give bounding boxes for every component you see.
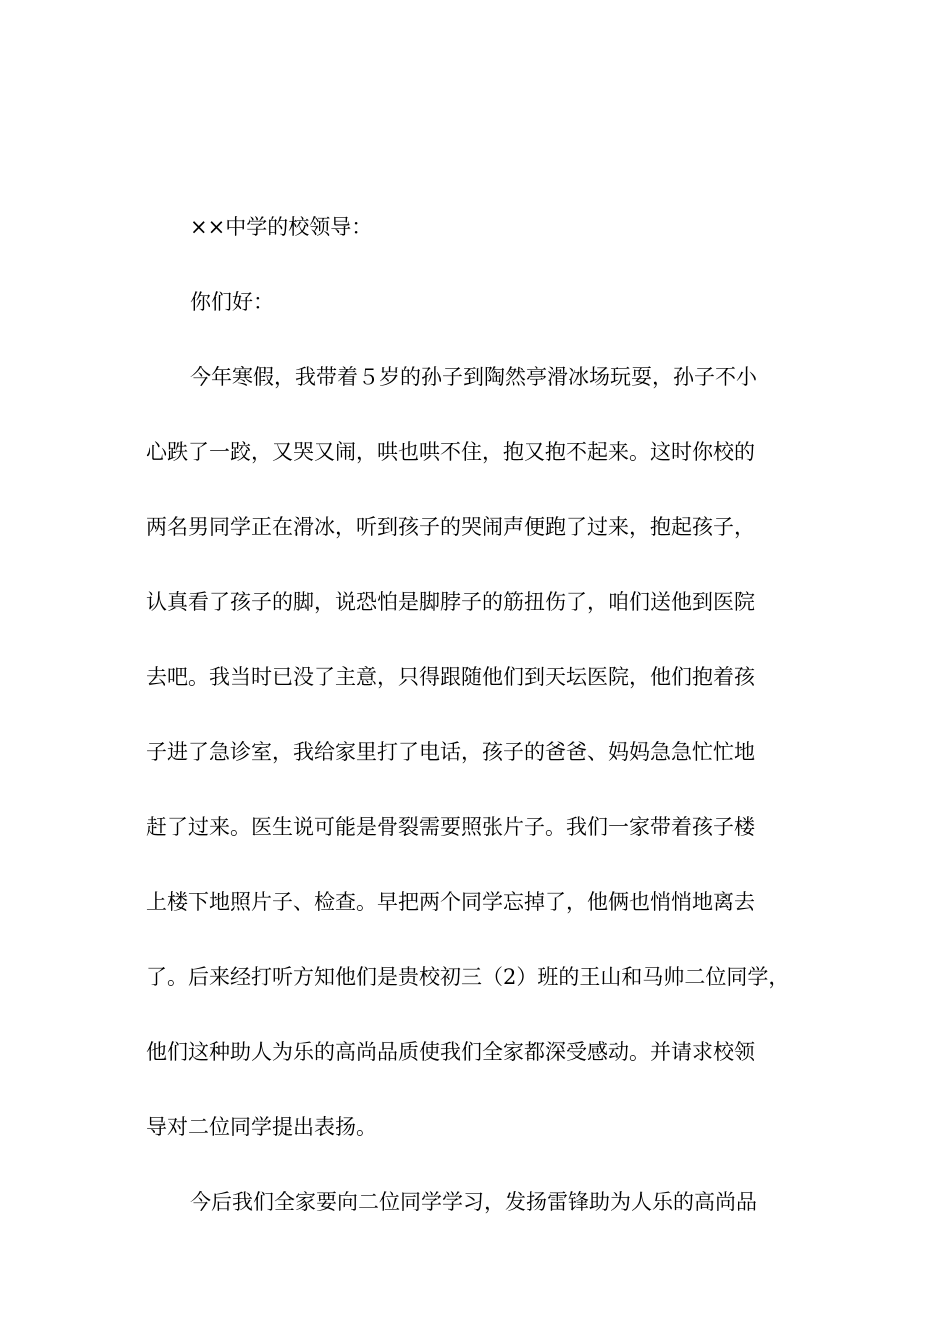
paragraph-line: 他们这种助人为乐的高尚品质使我们全家都深受感动。并请求校领: [146, 1040, 755, 1064]
greeting: 你们好：: [190, 290, 274, 314]
paragraph-line: 心跌了一跤，又哭又闹，哄也哄不住，抱又抱不起来。这时你校的: [146, 440, 755, 464]
paragraph-line: 两名男同学正在滑冰，听到孩子的哭闹声便跑了过来，抱起孩子，: [146, 515, 755, 539]
paragraph-line: 今年寒假，我带着５岁的孙子到陶然亭滑冰场玩耍，孙子不小: [190, 365, 757, 389]
paragraph-line: 认真看了孩子的脚，说恐怕是脚脖子的筋扭伤了，咱们送他到医院: [146, 590, 755, 614]
salutation: ××中学的校领导：: [190, 215, 373, 239]
letter-body: [146, 190, 826, 1240]
paragraph-line: 上楼下地照片子、检查。早把两个同学忘掉了，他俩也悄悄地离去: [146, 890, 755, 914]
paragraph-line: 去吧。我当时已没了主意，只得跟随他们到天坛医院，他们抱着孩: [146, 665, 755, 689]
paragraph-line: 子进了急诊室，我给家里打了电话，孩子的爸爸、妈妈急急忙忙地: [146, 740, 755, 764]
paragraph-line: 导对二位同学提出表扬。: [146, 1115, 377, 1139]
paragraph-line: 今后我们全家要向二位同学学习，发扬雷锋助为人乐的高尚品: [190, 1190, 757, 1214]
paragraph-line: 了。后来经打听方知他们是贵校初三（2）班的王山和马帅二位同学，: [146, 965, 790, 989]
paragraph-line: 赶了过来。医生说可能是骨裂需要照张片子。我们一家带着孩子楼: [146, 815, 755, 839]
